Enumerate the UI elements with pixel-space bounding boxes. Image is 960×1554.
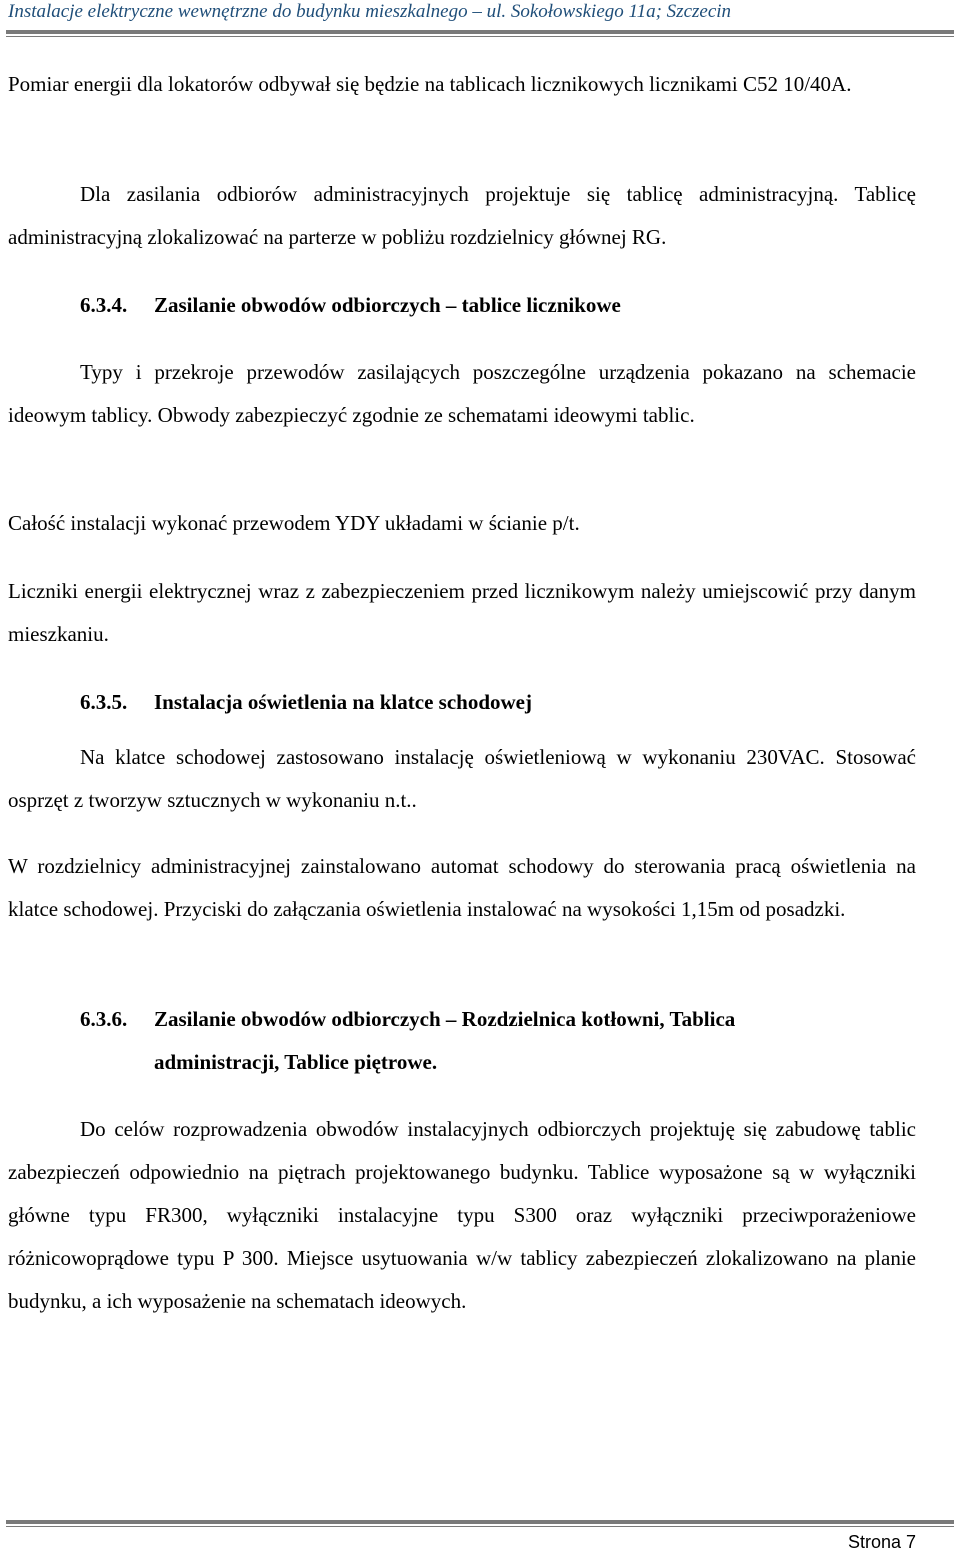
paragraph-staircase-lighting: Na klatce schodowej zastosowano instalację oświetleniową w wykonaniu 230VAC. Stosować osprzęt z tworzyw sztucznych w wykonaniu n.t..: [8, 745, 916, 812]
section-number: 6.3.6.: [80, 1007, 128, 1031]
footer-divider: [6, 1520, 954, 1524]
section-title-line-1: Zasilanie obwodów odbiorczych – Rozdzielnica kotłowni, Tablica: [154, 1007, 736, 1031]
paragraph-meter-location: Liczniki energii elektrycznej wraz z zabezpieczeniem przed licznikowym należy umiejscowić przy danym mieszkaniu.: [8, 579, 916, 646]
paragraph-admin-board: Dla zasilania odbiorów administracyjnych projektuje się tablicę administracyjną. Tablicę administracyjną zlokalizować na parterze w pobliżu rozdzielnicy głównej RG.: [8, 182, 916, 249]
section-number: 6.3.4.: [80, 293, 128, 317]
paragraph-distribution-boards: Do celów rozprowadzenia obwodów instalacyjnych odbiorczych projektuję się zabudowę tablic zabezpieczeń odpowiednio na piętrach projektowanego budynku. Tablice wyposażone są w wyłączniki główne typu FR300, wyłączniki instalacyjne typu S300 oraz wyłączniki przeciwporażeniowe różnicowoprądowe typu P 300. Miejsce usytuowania w/w tablicy zabezpieczeń zlokalizowano na planie budynku, a ich wyposażenie na schematach ideowych.: [8, 1117, 916, 1313]
section-heading-6-3-5: [80, 681, 920, 724]
section-heading-6-3-6: [80, 998, 920, 1084]
paragraph-staircase-automat: W rozdzielnicy administracyjnej zainstalowano automat schodowy do sterowania pracą oświetlenia na klatce schodowej. Przyciski do załączania oświetlenia instalować na wysokości 1,15m od posadzki.: [8, 854, 916, 921]
section-number: 6.3.5.: [80, 690, 128, 714]
section-title: Instalacja oświetlenia na klatce schodowej: [154, 690, 532, 714]
paragraph-cable-types: Typy i przekroje przewodów zasilających poszczególne urządzenia pokazano na schemacie ideowym tablicy. Obwody zabezpieczyć zgodnie ze schematami ideowymi tablic.: [8, 360, 916, 427]
section-heading-6-3-4: [80, 284, 920, 327]
section-title-line-2: administracji, Tablice piętrowe.: [154, 1050, 438, 1074]
paragraph-meter-measurement: Pomiar energii dla lokatorów odbywał się będzie na tablicach licznikowych licznikami C52 10/40A.: [8, 72, 852, 96]
page-number: Strona 7: [847, 1532, 916, 1552]
header-divider: [6, 30, 954, 34]
paragraph-installation-cable: Całość instalacji wykonać przewodem YDY układami w ścianie p/t.: [8, 511, 580, 535]
section-title: Zasilanie obwodów odbiorczych – tablice licznikowe: [154, 293, 621, 317]
document-title: Instalacje elektryczne wewnętrzne do budynku mieszkalnego – ul. Sokołowskiego 11a; Szczecin: [8, 1, 732, 22]
